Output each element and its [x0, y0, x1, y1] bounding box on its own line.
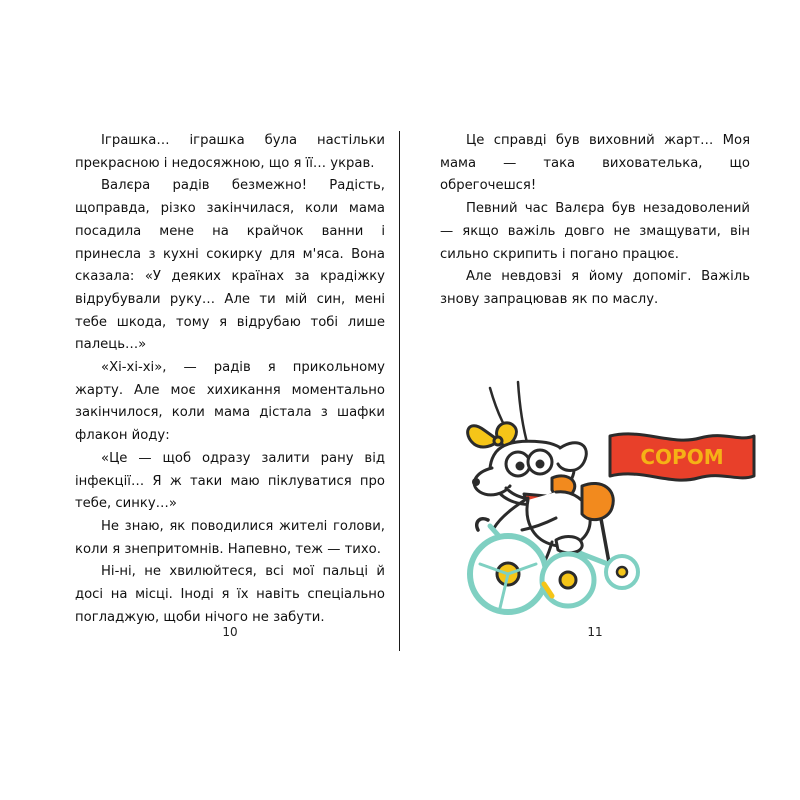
paragraph: «Це — щоб одразу залити рану від інфекції… Я ж таки маю піклуватися про тебе, синку…»: [75, 450, 385, 512]
paragraph: Це справді був виховний жарт… Моя мама — така вихователька, що обрегочешся!: [440, 133, 750, 194]
paragraph: Валєра радів безмежно! Радість, щоправда, різко закінчилася, коли мама посадила мене на крайчок ванни і принесла з кухні сокирку для м'яса. Вона сказала: «У деяких країнах за крадіжку відрубували руку… Але ти мій син, мені тебе шкода, тому я відрубаю тобі лише палець…»: [75, 178, 385, 353]
page-number-left: 10: [222, 625, 238, 639]
paragraph: Ні-ні, не хвилюйтеся, всі мої пальці й досі на місці. Іноді я їх навіть спеціально погладжую, щоби нічого не забути.: [75, 564, 385, 625]
paragraph: Але невдовзі я йому допоміг. Важіль знову запрацював як по маслу.: [440, 269, 750, 307]
flag-label: СОРОМ: [640, 445, 724, 469]
paragraph: Іграшка… іграшка була настільки прекрасною і недосяжною, що я її… украв.: [75, 133, 385, 171]
paragraph: Не знаю, як поводилися жителі голови, коли я знепритомнів. Напевно, теж — тихо.: [75, 518, 385, 557]
page-gutter: [399, 131, 400, 651]
paragraph: «Хі-хі-хі», — радів я прикольному жарту. Але моє хихикання моментально закінчилося, коли мама дістала з шафки флакон йоду:: [75, 360, 385, 444]
page-number-right: 11: [587, 625, 603, 639]
page-left: [75, 130, 385, 650]
paragraph: Певний час Валєра був незадоволений — якщо важіль довго не змащувати, він сильно скрипить і погано працює.: [440, 201, 750, 262]
illustration-dog-on-tricycle: [432, 368, 762, 633]
